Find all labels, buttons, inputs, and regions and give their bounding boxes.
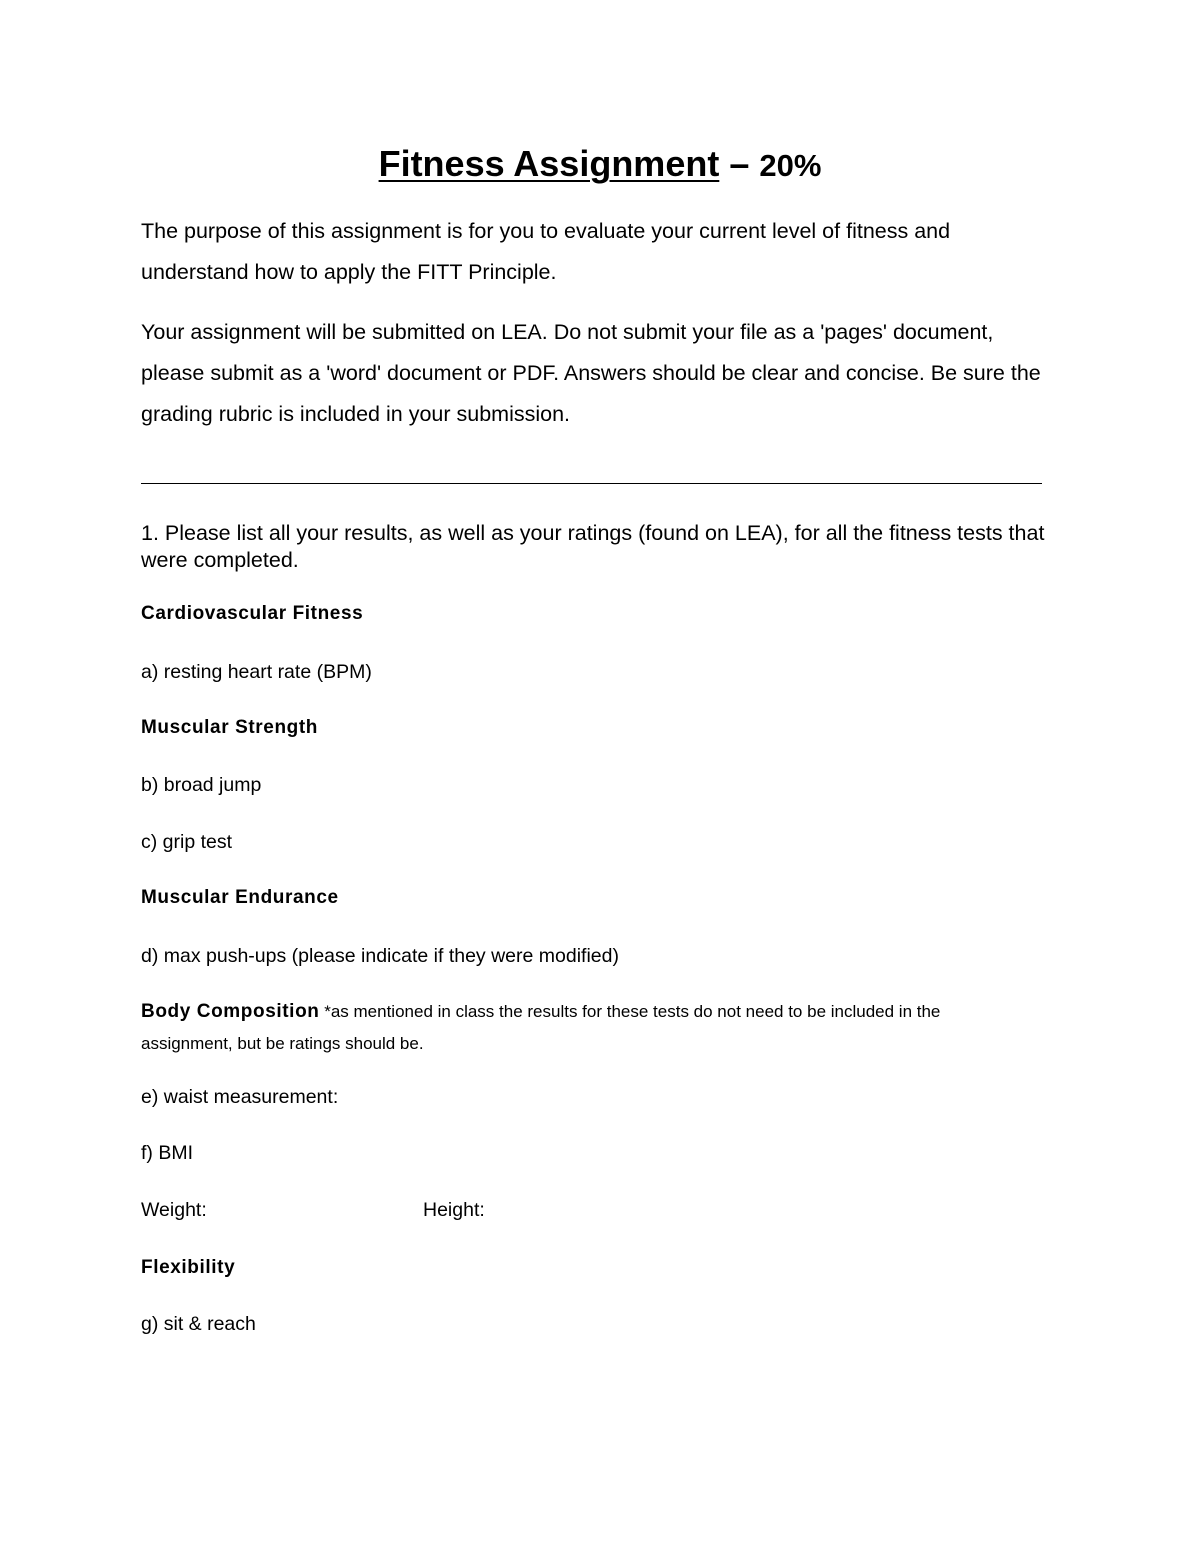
label-height: Height: xyxy=(423,1199,485,1221)
item-max-push-ups: d) max push-ups (please indicate if they were modified) xyxy=(141,945,619,967)
heading-muscular-endurance: Muscular Endurance xyxy=(141,887,339,908)
document-title xyxy=(0,141,1200,189)
item-resting-heart-rate: a) resting heart rate (BPM) xyxy=(141,661,372,683)
item-sit-and-reach: g) sit & reach xyxy=(141,1313,256,1335)
heading-cardiovascular-fitness: Cardiovascular Fitness xyxy=(141,603,364,624)
item-waist-measurement: e) waist measurement: xyxy=(141,1086,339,1108)
label-weight: Weight: xyxy=(141,1199,207,1221)
intro-paragraph-2: Your assignment will be submitted on LEA. Do not submit your file as a 'pages' document, please submit as a 'word' document or PDF. Answers should be clear and concise. Be sure the grading rubric is included in your submission. xyxy=(141,320,1041,426)
item-bmi: f) BMI xyxy=(141,1142,193,1164)
body-composition-note: *as mentioned in class the results for these tests do not need to be included in the assignment, but be ratings should be. xyxy=(141,1002,941,1053)
intro-paragraph-1: The purpose of this assignment is for you to evaluate your current level of fitness and understand how to apply the FITT Principle. xyxy=(141,219,951,284)
heading-flexibility: Flexibility xyxy=(141,1257,236,1278)
title-dash: – xyxy=(729,143,750,184)
item-grip-test: c) grip test xyxy=(141,831,233,853)
body-composition-block xyxy=(141,996,1021,1060)
heading-muscular-strength: Muscular Strength xyxy=(141,717,318,738)
separator-line xyxy=(141,483,1042,484)
title-main: Fitness Assignment xyxy=(378,143,720,184)
item-broad-jump: b) broad jump xyxy=(141,774,262,796)
title-percent: 20% xyxy=(759,148,822,183)
question-1: 1. Please list all your results, as well as your ratings (found on LEA), for all the fitness tests that were completed. xyxy=(141,521,1045,572)
heading-body-composition: Body Composition xyxy=(141,1001,320,1022)
